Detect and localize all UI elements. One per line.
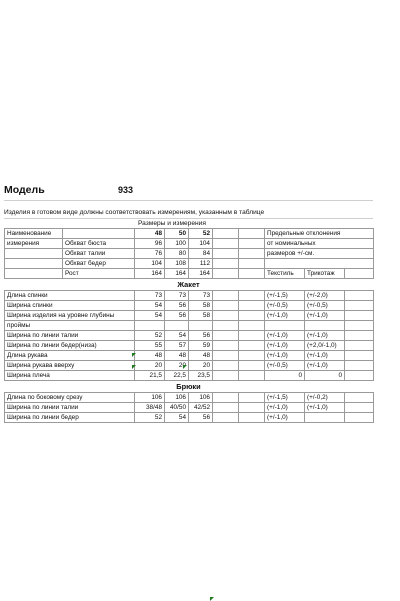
textile-tolerance-cell: (+/-1,5) — [265, 393, 305, 403]
jacket-title: Жакет — [177, 280, 200, 289]
value-cell: 40/50 — [165, 403, 189, 413]
measurement-row — [5, 371, 374, 381]
table-cell — [239, 341, 265, 351]
measurement-row — [5, 321, 374, 331]
measurement-name-cell: проймы — [5, 321, 135, 331]
table-cell — [239, 229, 265, 239]
measurement-row — [5, 361, 374, 371]
value-cell: 164 — [165, 269, 189, 279]
table-cell — [345, 269, 374, 279]
table-cell — [239, 393, 265, 403]
table-cell — [213, 331, 239, 341]
textile-tolerance-cell: (+/-1,5) — [265, 291, 305, 301]
size-header-cell: 50 — [165, 229, 189, 239]
textile-tolerance-cell: (+/-0,5) — [265, 301, 305, 311]
table-cell — [213, 371, 239, 381]
measurement-name-cell: Ширина по линии талии — [5, 331, 135, 341]
knit-tolerance-cell: (+/-1,0) — [305, 351, 345, 361]
value-cell: 104 — [135, 259, 165, 269]
value-cell — [135, 321, 165, 331]
table-cell — [213, 361, 239, 371]
header-measure-cell: Рост — [63, 269, 135, 279]
table-cell — [213, 301, 239, 311]
value-cell: 20 — [135, 361, 165, 371]
knit-tolerance-cell: (+2,0/-1,0) — [305, 341, 345, 351]
table-cell — [239, 301, 265, 311]
table-cell — [239, 361, 265, 371]
textile-tolerance-cell: (+/-1,0) — [265, 413, 305, 423]
measurement-row — [5, 291, 374, 301]
value-cell — [189, 321, 213, 331]
measurement-row — [5, 311, 374, 321]
measurement-name-cell: Ширина спинки — [5, 301, 135, 311]
value-cell — [165, 321, 189, 331]
textile-tolerance-cell: (+/-1,0) — [265, 341, 305, 351]
table-cell — [345, 341, 374, 351]
header-row — [5, 259, 374, 269]
measurement-name-cell: Ширина по линии бедер — [5, 413, 135, 423]
table-cell — [345, 403, 374, 413]
value-cell: 52 — [135, 331, 165, 341]
value-cell: 22,5 — [165, 371, 189, 381]
header-measure-cell: Обхват бюста — [63, 239, 135, 249]
tolerance-header-cell: от номинальных — [265, 239, 374, 249]
knit-tolerance-cell — [305, 413, 345, 423]
table-cell — [239, 291, 265, 301]
table-cell — [239, 259, 265, 269]
table-cell — [239, 351, 265, 361]
value-cell: 20 — [165, 361, 189, 371]
textile-tolerance-cell: (+/-1,0) — [265, 403, 305, 413]
value-cell: 54 — [165, 331, 189, 341]
knit-header-cell: Трикотаж — [305, 269, 345, 279]
table-cell — [345, 413, 374, 423]
trousers-table — [4, 392, 374, 423]
header-label-cell — [5, 269, 63, 279]
value-cell: 55 — [135, 341, 165, 351]
value-cell: 100 — [165, 239, 189, 249]
table-note: Изделия в готовом виде должны соответствовать измерениям, указанным в таблице — [4, 207, 373, 219]
table-cell — [239, 239, 265, 249]
table-cell — [213, 249, 239, 259]
measurement-row — [5, 351, 374, 361]
table-cell — [345, 393, 374, 403]
knit-tolerance-cell: (+/-1,0) — [305, 361, 345, 371]
cell-marker-icon — [132, 365, 136, 369]
value-cell: 108 — [165, 259, 189, 269]
model-label: Модель — [4, 184, 45, 196]
measurement-name-cell: Ширина по линии талии — [5, 403, 135, 413]
measurement-row — [5, 393, 374, 403]
tolerance-header-cell: размеров +/-см. — [265, 249, 374, 259]
header-row — [5, 229, 374, 239]
header-label-cell: Наименование — [5, 229, 63, 239]
table-cell — [345, 311, 374, 321]
value-cell: 73 — [135, 291, 165, 301]
sizes-heading: Размеры и измерения — [138, 220, 206, 227]
header-row — [5, 269, 374, 279]
value-cell: 106 — [165, 393, 189, 403]
value-cell: 58 — [189, 311, 213, 321]
table-cell — [213, 239, 239, 249]
jacket-table — [4, 290, 374, 381]
table-cell — [239, 331, 265, 341]
table-cell — [213, 351, 239, 361]
table-cell — [345, 291, 374, 301]
textile-tolerance-cell: (+/-1,0) — [265, 331, 305, 341]
table-cell — [345, 361, 374, 371]
value-cell: 56 — [189, 331, 213, 341]
table-cell — [239, 249, 265, 259]
table-cell — [213, 393, 239, 403]
value-cell: 54 — [135, 311, 165, 321]
measurement-row — [5, 413, 374, 423]
header-label-cell — [5, 259, 63, 269]
value-cell: 112 — [189, 259, 213, 269]
value-cell: 57 — [165, 341, 189, 351]
table-cell — [213, 413, 239, 423]
table-cell — [345, 301, 374, 311]
textile-tolerance-cell: (+/-0,5) — [265, 361, 305, 371]
textile-tolerance-cell: (+/-1,0) — [265, 351, 305, 361]
measurement-name-cell: Ширина по линии бедер(низа) — [5, 341, 135, 351]
table-cell — [239, 321, 265, 331]
cell-marker-icon — [132, 353, 136, 357]
measurement-name-cell: Длина по боковому срезу — [5, 393, 135, 403]
value-cell: 76 — [135, 249, 165, 259]
measurement-name-cell: Ширина плеча — [5, 371, 135, 381]
textile-header-cell: Текстиль — [265, 269, 305, 279]
table-cell — [239, 371, 265, 381]
header-measure-cell: Обхват талии — [63, 249, 135, 259]
measurement-name-cell: Ширина рукава вверху — [5, 361, 135, 371]
value-cell: 52 — [135, 413, 165, 423]
value-cell: 48 — [189, 351, 213, 361]
knit-tolerance-cell: (+/-2,0) — [305, 291, 345, 301]
measurement-name-cell: Длина рукава — [5, 351, 135, 361]
table-cell — [239, 413, 265, 423]
measurement-row — [5, 403, 374, 413]
table-cell — [345, 331, 374, 341]
value-cell: 73 — [165, 291, 189, 301]
table-cell — [239, 311, 265, 321]
knit-tolerance-cell: (+/-1,0) — [305, 331, 345, 341]
value-cell: 38/48 — [135, 403, 165, 413]
size-header-cell: 48 — [135, 229, 165, 239]
knit-tolerance-cell: (+/-1,0) — [305, 311, 345, 321]
value-cell: 54 — [135, 301, 165, 311]
header-measure-cell — [63, 229, 135, 239]
table-cell — [213, 321, 239, 331]
value-cell: 164 — [135, 269, 165, 279]
table-cell — [239, 403, 265, 413]
table-cell — [213, 229, 239, 239]
value-cell: 84 — [189, 249, 213, 259]
value-cell: 80 — [165, 249, 189, 259]
table-cell — [213, 403, 239, 413]
table-cell — [345, 321, 374, 331]
table-cell — [213, 269, 239, 279]
value-cell: 56 — [189, 413, 213, 423]
value-cell: 56 — [165, 301, 189, 311]
cell-marker-icon — [210, 597, 214, 601]
value-cell: 59 — [189, 341, 213, 351]
table-cell — [213, 259, 239, 269]
size-header-cell: 52 — [189, 229, 213, 239]
trousers-title: Брюки — [176, 382, 201, 391]
value-cell: 42/52 — [189, 403, 213, 413]
value-cell: 20 — [189, 361, 213, 371]
value-cell: 54 — [165, 413, 189, 423]
textile-tolerance-cell: 0 — [265, 371, 305, 381]
model-title-row — [4, 182, 373, 201]
measurement-row — [5, 341, 374, 351]
textile-tolerance-cell: (+/-1,0) — [265, 311, 305, 321]
value-cell: 73 — [189, 291, 213, 301]
spreadsheet — [4, 182, 373, 423]
table-cell — [213, 311, 239, 321]
measurement-name-cell: Длина спинки — [5, 291, 135, 301]
knit-tolerance-cell: (+/-0,2) — [305, 393, 345, 403]
tolerance-header-cell — [265, 259, 374, 269]
model-number: 933 — [118, 185, 134, 195]
value-cell: 56 — [165, 311, 189, 321]
knit-tolerance-cell: 0 — [305, 371, 345, 381]
value-cell: 48 — [165, 351, 189, 361]
knit-tolerance-cell: (+/-1,0) — [305, 403, 345, 413]
measurement-row — [5, 301, 374, 311]
value-cell: 48 — [135, 351, 165, 361]
value-cell: 58 — [189, 301, 213, 311]
header-label-cell: измерения — [5, 239, 63, 249]
table-cell — [213, 341, 239, 351]
value-cell: 23,5 — [189, 371, 213, 381]
header-row — [5, 249, 374, 259]
table-cell — [239, 269, 265, 279]
measurement-name-cell: Ширина изделия на уровне глубины — [5, 311, 135, 321]
knit-tolerance-cell: (+/-0,5) — [305, 301, 345, 311]
table-cell — [213, 291, 239, 301]
measurement-row — [5, 331, 374, 341]
table-cell — [345, 351, 374, 361]
header-row — [5, 239, 374, 249]
value-cell: 106 — [135, 393, 165, 403]
value-cell: 164 — [189, 269, 213, 279]
value-cell: 21,5 — [135, 371, 165, 381]
value-cell: 106 — [189, 393, 213, 403]
cell-marker-icon — [183, 365, 187, 369]
value-cell: 96 — [135, 239, 165, 249]
tolerance-header-cell: Предельные отклонения — [265, 229, 374, 239]
header-label-cell — [5, 249, 63, 259]
value-cell: 104 — [189, 239, 213, 249]
measurements-table — [4, 228, 374, 279]
textile-tolerance-cell — [265, 321, 305, 331]
knit-tolerance-cell — [305, 321, 345, 331]
header-measure-cell: Обхват бедер — [63, 259, 135, 269]
table-cell — [345, 371, 374, 381]
